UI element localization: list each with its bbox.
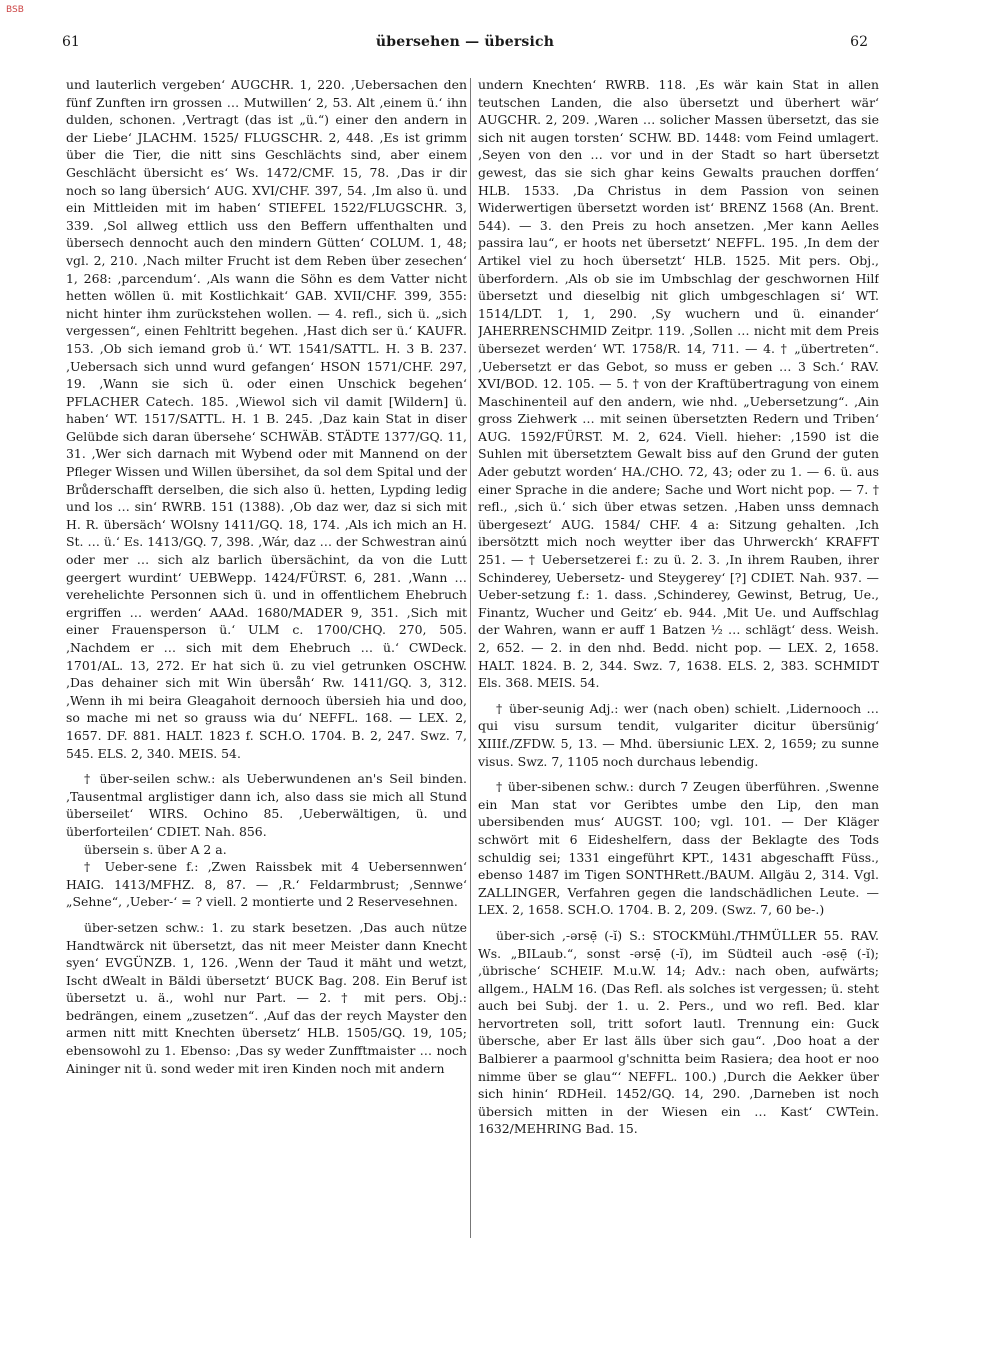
running-head: übersehen — übersich <box>375 34 555 50</box>
entry-uebersibenen: † über-sibenen schw.: durch 7 Zeugen überführen. ‚Swenne ein Man stat vor Geribtes umbe den Lip, den man ubersibenden mus‘ AUGST. 100; vgl. 101. — Der Kläger schwört mit 6 Eideshelfern, dass der Beklagte des Tods schuldig sei; 1331 eingeführt KPT., 1431 abgeschafft Füss., ebenso 1487 im Tigen SONTHRett./BAUM. Allgäu 2, 314. Vgl. ZALLINGER, Verfahren gegen die landschädlichen Leute. — LEX. 2, 1658. SCH.O. 1704. B. 2, 209. (Swz. 7, 60 be-.) <box>478 779 879 918</box>
right-column <box>478 76 879 1246</box>
right-page-number: 62 <box>850 34 868 50</box>
entry-uebersetzen: über-setzen schw.: 1. zu stark besetzen. ‚Das auch nütze Handtwärck nit übersetzt, das nit meer Meister dann Knecht syen‘ EVGÜNZB. 1, 126. ‚Wenn der Taud it mäht und wetzt, Ischt dWealt in Bäldi übersetzt‘ BUCK Bag. 208. Ein Beruf ist übersetzt u. ä., wohl nur Part. — 2. † mit pers. Obj.: bedrängen, einem „zusetzen“. ‚Auf das der reych Mayster den armen nitt mitt Knechten übersetz‘ HLB. 1505/GQ. 19, 105; ebensowohl zu 1. Ebenso: ‚Das sy weder Zunfftmaister … noch Aininger nit ü. sond weder mit iren Kinden noch mit andern <box>66 919 467 1076</box>
left-page-number: 61 <box>62 34 80 50</box>
entry-ueberseunig: † über-seunig Adj.: wer (nach oben) schielt. ‚Lidernooch … qui visu sursum tendit, vulgariter dicitur übersünig‘ XIIIf./ZFDW. 5, 13. — Mhd. übersiunic LEX. 2, 1659; zu sunne visus. Swz. 7, 1105 noch durchaus lebendig. <box>478 700 879 769</box>
left-column <box>66 76 467 1246</box>
page-header <box>62 30 868 54</box>
entry-uebersetzen-continued: undern Knechten‘ RWRB. 118. ‚Es wär kain Stat in allen teutschen Landen, die also übersetzt und überhert wär‘ AUGCHR. 2, 209. ‚Waren … solicher Massen übersetzt, das sie sich nit augen torsten‘ SCHW. BD. 1448: vom Feind umlagert. ‚Seyen von den … vor und in der Stadt so hart übersetzt gewest, das sie sich ghar keins Gewalts prauchen dorffen‘ HLB. 1533. ‚Da Christus in dem Passion von seinen Widerwertigen übersetzt worden ist‘ BRENZ 1568 (An. Brent. 544). — 3. den Preis zu hoch ansetzen. ‚Mer kann Aelles passira lau“, er hoots net übersetzt‘ NEFFL. 195. ‚In dem der Artikel viel zu hoch übersetzt‘ HLB. 1525. Mit pers. Obj., überfordern. ‚Als ob sie im Umbschlag der geschwornen Hilf übersetzt und dieselbig nit glich umbgeschlagen si‘ WT. 1514/LDT. 1, 1, 290. ‚Sy wuchern und ü. einander‘ JAHERRENSCHMID Zeitpr. 119. ‚Sollen … nicht mit dem Preis übersezet werden‘ WT. 1758/R. 14, 711. — 4. † „übertreten“. ‚Uebersetzt er das Gebot, so muss er geben … 3 Sch.‘ RAV. XVI/BOD. 12. 105. — 5. † von der Kraftübertragung von einem Maschinenteil auf den andern, wie nhd. „Uebersetzung“. ‚Ain gross Ziehwerk … mit seinen übersetzten Redern und Triben‘ AUG. 1592/FÜRST. M. 2, 624. Viell. hieher: ‚1590 ist die Suhlen mit übersetztem Gewalt biss auf den Grund der guten Ader gebutzt worden‘ HA./CHO. 72, 43; oder zu 1. — 6. ü. aus einer Sprache in die andere; Sache und Wort nicht pop. — 7. † refl., ‚sich ü.‘ sich über etwas setzen. ‚Haben unss demnach übergesezt‘ AUG. 1584/ CHF. 4 a: Sitzung gehalten. ‚Ich ibersötztt mich noch weytter iber das Uhrwerckh‘ KRAFFT 251. — † Uebersetzerei f.: zu ü. 2. 3. ‚In ihrem Rauben, ihrer Schinderey, Uebersetz- und Steygerey‘ [?] CDIET. Nah. 937. — Ueber-setzung f.: 1. dass. ‚Schinderey, Gewinst, Betrug, Ue., Finantz, Wucher und Geitz‘ eb. 944. ‚Mit Ue. und Auffschlag der Wahren, wann er auff 1 Batzen ½ … schlägt‘ dess. Weish. 2, 652. — 2. in den nhd. Bedd. nicht pop. — LEX. 2, 1658. HALT. 1824. B. 2, 344. Swz. 7, 1638. ELS. 2, 383. SCHMIDT Els. 368. MEIS. 54. <box>478 77 879 691</box>
library-stamp: BSB <box>6 5 24 15</box>
entry-uebersich: über-sich ‚-ərsẹ̄ (-ĭ) S.: STOCKMühl./THMÜLLER 55. RAV. Ws. „BILaub.“, sonst -ərsẹ̄ (-ĭ), im Südteil auch -əsẹ̄ (-ĭ); ‚übrische‘ SCHEIF. M.u.W. 14; Adv.: nach oben, aufwärts; allgem., HALM 16. (Das Refl. als solches ist vergessen; ü. steht auch bei Subj. der 1. u. 2. Pers., und wo refl. Bed. klar hervortreten soll, tritt sofort lautl. Trennung ein: Guck übersche, aber Er last älls über sich gau“. ‚Doo hoat a der Balbierer a paarmool g'schnitta beim Rasiera; dea hoot er noo nimme über se glau“‘ NEFFL. 100.) ‚Durch die Aekker über sich hinin‘ RDHeil. 1452/GQ. 14, 290. ‚Darneben ist noch übersich mitten in der Wiesen ein … Kast‘ CWTein. 1632/MEHRING Bad. 15. <box>478 927 879 1137</box>
entry-uebersehen-continued: und lauterlich vergeben‘ AUGCHR. 1, 220. ‚Uebersachen den fünf Zunften irn grossen … Mutwillen‘ 2, 53. Alt ‚einem ü.‘ ihn dulden, schonen. ‚Vertragt (das ist „ü.“) einer den andern in der Liebe‘ JLACHM. 1525/ FLUGSCHR. 2, 448. ‚Es ist grimm über die Tier, die nitt sins Geschlächts sind, aber einem Geschlächt übersicht es‘ Ws. 1472/CMF. 15, 78. ‚Das ir dir noch so lang übersich‘ AUG. XVI/CHF. 397, 54. ‚Im also ü. und ein Mittleiden mit im haben‘ STIEFEL 1522/FLUGSCHR. 3, 339. ‚Sol allweg ettlich uss den Beffern uffenthalten und übersech dennocht auch den mindern Gütten‘ COLUM. 1, 48; vgl. 2, 210. ‚Nach milter Frucht ist dem Reben über zesechen‘ 1, 268: ‚parcendum‘. ‚Als wann die Söhn es dem Vatter nicht hetten wöllen ü. mit Kostlichkait‘ GAB. XVII/CHF. 399, 355: nicht hinter ihm zurückstehen wollen. — 4. refl., sich ü. „sich vergessen“, einen Fehltritt begehen. ‚Hast dich ser ü.‘ KAUFR. 153. ‚Ob sich iemand grob ü.‘ WT. 1541/SATTL. H. 3 B. 237. ‚Uebersach sich unnd wurd gefangen‘ HSON 1571/CHF. 297, 19. ‚Wann sie sich ü. oder einen Unschick begehen‘ PFLACHER Catech. 185. ‚Wiewol sich vil damit [Wildern] ü. haben‘ WT. 1517/SATTL. H. 1 B. 245. ‚Daz kain Stat in diser Gelübde sich daran übersehe‘ SCHWÄB. STÄDTE 1377/GQ. 11, 31. ‚Wer sich darnach mit Wybend oder mit Mannend on der Pfleger Wissen und Willen übersihet, da sol dem Spital und der Brůderschafft derselben, die sich also ü. hetten, Lypding ledig und los … sin‘ RWRB. 151 (1388). ‚Ob daz wer, daz si sich mit H. R. übersäch‘ WOlsny 1411/GQ. 18, 174. ‚Als ich mich an H. St. … ü.‘ Es. 1413/GQ. 7, 398. ‚Wár, daz … der Schwestran ainú oder mer … sich alz barlich übersächint, da von die Lutt geergert wurdint‘ UEBWepp. 1424/FÜRST. 6, 281. ‚Wann … verehelichte Personnen sich ü. und in offentlichem Ehebruch ergriffen … werden‘ AAAd. 1680/MADER 9, 351. ‚Sich mit einer Frauensperson ü.‘ ULM c. 1700/CHQ. 270, 505. ‚Nachdem er … sich mit dem Ehebruch … ü.‘ CWDeck. 1701/AL. 13, 272. Er hat sich ü. zu viel getrunken OSCHW. ‚Das dehainer sich mit Win übersåh‘ Rw. 1411/GQ. 3, 312. ‚Wenn ih mi beira Gleagahoit dernooch übersieh hia und doo, so mache mi net so grauss wia du‘ NEFFL. 168. — LEX. 2, 1657. DF. 881. HALT. 1823 f. SCH.O. 1704. B. 2, 247. Swz. 7, 545. ELS. 2, 340. MEIS. 54. <box>66 77 467 761</box>
entry-uebersein: übersein s. über A 2 a. <box>84 841 227 857</box>
entry-uebersene: † Ueber-sene f.: ‚Zwen Raissbek mit 4 Uebersennwen‘ HAIG. 1413/MFHZ. 8, 87. — ‚R.‘ Feldarmbrust; ‚Sennwe‘ „Sehne“, ‚Ueber-‘ = ? viell. 2 montierte und 2 Reservesehnen. <box>66 859 467 910</box>
entry-ueberseilen: † über-seilen schw.: als Ueberwundenen an's Seil binden. ‚Tausentmal arglistiger dann ich, also dass sie mich all Stund überseilet‘ WIRS. Ochino 85. ‚Ueberwältigen, ü. und überforteilen‘ CDIET. Nah. 856. <box>66 771 467 839</box>
column-divider <box>470 78 471 1238</box>
